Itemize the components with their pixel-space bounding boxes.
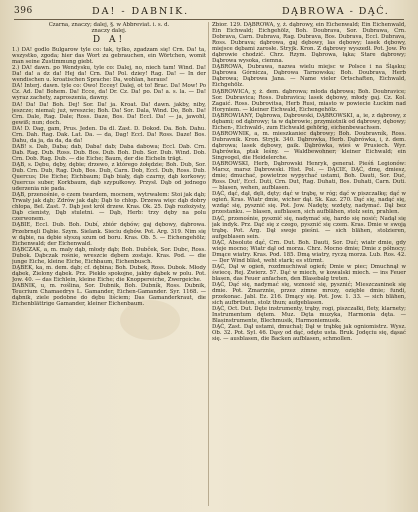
dictionary-entry: DĄBIE, Eccl. Dub. Boh. Dubí, zbiór dębów; gaj dębowy, dąbrowa. Przebrnęli Dąbie. Szym. Sielank. Sieciu dębów. Pot. Arg. 319. Nim się w dąbie, na dębie słyszą szum od boru. Kras. Ob. 5. — Eichengehölz; Eichenwald; der Eichenwald. <box>12 222 206 247</box>
dictionary-entry: DA! D. Dag, gam, Prus. Jeden. Da dl. Zast. D. Dokod. Da. Boh. Dahu. Crn. Dah. Rag. Dak. Lat. Da. — da, Dag! Eccl. Da! Ross. Daze! Bos. Dahu, da ja, da da, da da! <box>12 125 206 144</box>
dictionary-entry: DĄBROWSKI, Herb, Dąbrowski Henryk, generał. Pieśń Legionów: Marsz, marsz Dąbrowski. Hist. Pol. — DĄCIE, DĄĆ, dmę, dmiesz, dmie; dmuchać, powietrze wypychać ustami, Boh. Dauti, Sor. Duć, Ross. Dut', Eccl. Duti, Crn. Dut, Rag. Duhati, Bos. Duhati, Carn. Duti. — blasen, wehen, aufblasen. <box>212 161 406 192</box>
dictionary-entry: DA! Da! Da! Boh. Dej! Sor. Da! ja. Kroat. Da! dawn. jakby, niby, jeszcze; niemal; już, wreszcie; Boh. Da! Sor. Dala, Wind. Do, Boh. Da! Crn. Dale, Rag. Dale; Ross. Daze, Bos. Da! Eccl. Da! — ja, jawohl, gewiß; nun; doch. <box>12 101 206 126</box>
column-divider <box>208 22 209 506</box>
left-running-title: DA! - DABNIK. <box>92 6 190 17</box>
dictionary-entry: DĄĆ, Dął w ogień, rozdmuchiwał ogień; Dmie w piec; Dmuchnął w świecę. Rej. Zwierz. 57. Dąć w miech, w kowalski miech. — ins Feuer blasen, das Feuer anfachen, den Blasebalg treten. <box>212 263 406 282</box>
section-heading: D A! <box>92 35 126 46</box>
dictionary-entry: DĄBCZAK, a, m. maly dąb, młody dąb; Boh. Dubček, Sor. Dubc, Ross. Dubok. Dąbczak rośnie, wreszcie dębem zostaje. Kras. Pod. — die junge Eiche, kleine Eiche, Eichbaum, Eichenbusch. <box>12 246 206 265</box>
dictionary-entry: DĄĆ, Oct. Dut. Dęte instrumenty, trąby, rogi, piszczałki, flety, klarnety; Instrumentum dętem. Muz. Dęta muzyka, Harmonia dęta. — Blasinstrumente, Blechmusik, Harmoniemusik. <box>212 306 406 325</box>
dictionary-entry: DĄĆ, Absolute dąć, Crn. Dut. Boh. Dauti, Sor. Duć; wiatr dmie, gdy wieje mocno; Wiatr dął od morza. Chrz. Mocno dmie; Dmie z północy; Dmące wiatry. Kras. Pod. 185. Dmą wiatry, ryczą morza. Lub. Ros. 42. — Der Wind bläst, weht stark; es stürmt. <box>212 239 406 264</box>
dictionary-entry: 1.) DA! godlo Bulgarow tyle co: tak, tylko, zgadzam się! Crn. Da! ta, wszystko, zgoda; hier das Wort zu gebrauchen, ein Wörtchen, womit man seine Zustimmung giebt. <box>12 47 206 66</box>
dictionary-entry: DA! Interj. dawn. tyle co: Owo! Eccey! Dalej, ot to! Brac. Da! Mow! Po Cz. Ad. Da! Bohem. Da! Ecce, da! Dr. Cz. Da! po. Da! a. s. la. — Da! wyraz zachety, zaproszenia, dawny. <box>12 83 206 102</box>
left-top-line: Czarna, znaczy; dalej, §. w Abbreviat. i. s. d. <box>48 22 170 28</box>
dictionary-entry: DĄBROWNIK, a, m. mieszkaniec dąbrowy; Boh. Doubravník, Ross. Dubravnik. Kron. Stryjk. 340. Dąbrowka, Herb. Dąbrówka, i, ż. dem. dąbrowa; lasek dębowy, gaik. Dąbrówka, wieś w Prusiech. Wyr. Dąbrówka, ptak leśny. — Waldbewohner; kleiner Eichwald; ein Singvogel, die Heidelerche. <box>212 130 406 162</box>
header-rule <box>14 19 404 20</box>
dictionary-entry: DĄBROWIANY, Dąbrowa, Dąbrowski, DĄBROWSKI, a, ie, z dąbrowy, z dębami; od dąbrowy; ta w dąbrowie; przymiotnik od dąbrowy, dębowy; Eichen-, Eichwald-, zum Eichwald gehörig, eichenbewachsen. <box>212 112 406 131</box>
left-top-line: znaczy dalej. <box>91 28 127 35</box>
dictionary-entry: DĄĆ, Zast. Dął ustami, dmuchał; Dął w trąbkę jak ogniomistrz. Wysz. Ob. 32. Pot. Syl. 46. Dąsy od dąć, odęte usta. Bruk. Jodęciu się, dąsać się. — ausblasen, die Backen aufblasen, schmollen. <box>212 324 406 343</box>
dictionary-entry: DABNIK, u, m. roślina, Sor. Dubnik, Boh. Dubník, Ross. Dubnik, Teucrium Chamaedrys L. Gamander, Eichen-Gamander. Syr. 1168. — dąbnik, ziele podobne do dębu liściem; Das Gamanderkraut, die Eichenblättrige Gamander, kleiner Eichenbaum. <box>12 282 206 308</box>
right-column <box>212 22 406 508</box>
dictionary-entry: Zbior. 129. DĄBROWA, y, ż. dąbrowy, ein Eichenwald; Ein Eichenwald, Ein Eichwald; Eichgehölz, Boh. Doubrava, Sor. Dubrawa, Crn. Dobrava, Carn. Dubrava, Rag. Dubrava, Bos. Dubrava, Eccl. Dubrava, Ross. Dubrava; dąbrowa, gaj dębowy, las dębowy; lasek dębowy, miejsce dębami zarosłe. Stryjk. Kron. Z dąbrowy wyszedł. Pot. Jow. Po dąbrowie chodzić. Chrz. Rzym. Dąbrowa, łąka; Stare dąbrowy; Dąbrowa wysoka, ciemna. <box>212 22 406 65</box>
dictionary-entry: DĄĆ, przenośnie, pysznić się, nadymać się, hardo się nosić; Nadął się jak indyk. Prz. Dąć się z czego, pysznić się czem. Kras. Dmie w swoją trąbę. Pot. Arg. Dął swoje pieśni. — sich blähen, stolzieren, aufgeblasen sein. <box>212 215 406 240</box>
dictionary-entry: DĄĆ, dąć, dął, dęli, dęty; dąć w trąbę, w róg; dąć w piszczałkę; dąć w ogień. Kras. Wiatr dmie, wicher dął. Sk. Kaz. 270. Dąć się, nadąć się, wzdąć się, pysznić się. Pot. Jow. Nadęty, wzdęty, nadymać. Dął bez przestanku. — blasen, aufblasen, sich aufblähen, stolz sein, prahlen. <box>212 191 406 216</box>
dictionary-entry: DĄBEK, ka, m. dem. dąb; cf. dębina; Boh. Dubek, Ross. Dubok. Młody dąbek, Zielony dąbek. Prz. Piekło spokojne, jakby dąbek w polu. Pot. Jow. 40. — das Eichlein, kleine Eiche; die Knoppereiche, Zwergeiche. <box>12 264 206 283</box>
page-header <box>14 6 404 20</box>
dictionary-entry: DĄB, s. Dębu, dęby, dębie; drzewo, z którego żołędzie; Boh. Dub, Sor. Dub. Crn. Dub, Rag. Dub, Bos. Dub, Carn. Dob, Eccl. Dub, Ross. Dub. Quercus; Die Eiche; Eichbaum; Dąb biały, dąb czarny, dąb korkowy; Quercus suber, Korkbaum, dąb szypułkowy. Przysł. Dąb od jednego uderzenia nie pada. <box>12 161 206 193</box>
right-running-title: DĄBROWA - DĄĆ. <box>282 6 390 17</box>
left-column <box>12 22 206 508</box>
page-number: 396 <box>14 6 33 16</box>
dictionary-entry: DĄBROWICA, y, ż. dem. dąbrowa; młoda dąbrowa; Boh. Doubravice; Sor. Dubravica; Ross. Dubravica; lasek dębowy, młody gaj. Cz. Kol. Zagaić. Ross. Dubrovitsa, Herb Rusi, miasto w powiecie Łuckim nad Horyniem. — kleiner Eichwald, Eichengehölz. <box>212 88 406 113</box>
dictionary-entry: DAB! s. Dab, Daba; dab, Daba! dab; Daba dabowa; Eccl. Dab. Crn. Dab. Rag. Dub. Ross. Dub. Bos. Dub. Boh. Dub. Sor. Dub. Wind. Dob. Crn. Dob. Rag. Dub. — die Eiche; Baum, der die Eicheln trägt. <box>12 143 206 162</box>
dictionary-entry: DĄBROWA, Dubrawa, nazwa wielu miejsc w Polsce i na Śląsku; Dąbrowa Górnicza, Dąbrowa Tarnowska; Boh. Doubrava, Herb Dąbrowa; Dąbrowa Jana. — Name vieler Ortschaften, Eichwald, Eichgehölz. <box>212 64 406 89</box>
dictionary-entry: 2.) DA! dawn. po Wendysku, tyle co: Dalej, no, niech tam! Wind. Da! Da! da! a dz da! Hej da! Crn. Da! Pol. dziey! Rag. Da! — In der wendischen u. kroatischen Sprache: Da, wohlan, heraus! <box>12 65 206 84</box>
dictionary-entry: DĄĆ, Dąć się, nadymać się, wznosić się, pysznić; Mieszczaninek się dmie. Pot. Zmarznie, przez zimne mrozy, ozięble dmie; fundi, przekonac. Jabl. Ez. 216. Dmący się. Pot. Jow. 1. 33. — sich blähen, sich aufbrüsten, stolz thun; aufgeblasen. <box>212 282 406 307</box>
dictionary-entry: DĄB, przenośnie, o czem twardem, mocnem, wytrwałem: Stoi jak dąb; Trwały jak dąb; Zdrów jak dąb; Dąb to chłop. Drzewa więc dąb dobry chłopa, Bel. Zast. 7. Dąb jest król drzew. Kras. Ok. 25. Dąb rozłożysty, Dąb cienisty, Dąb stuletni. — Dąb, Herb: trzy dęby na polu czerwonem. <box>12 192 206 223</box>
